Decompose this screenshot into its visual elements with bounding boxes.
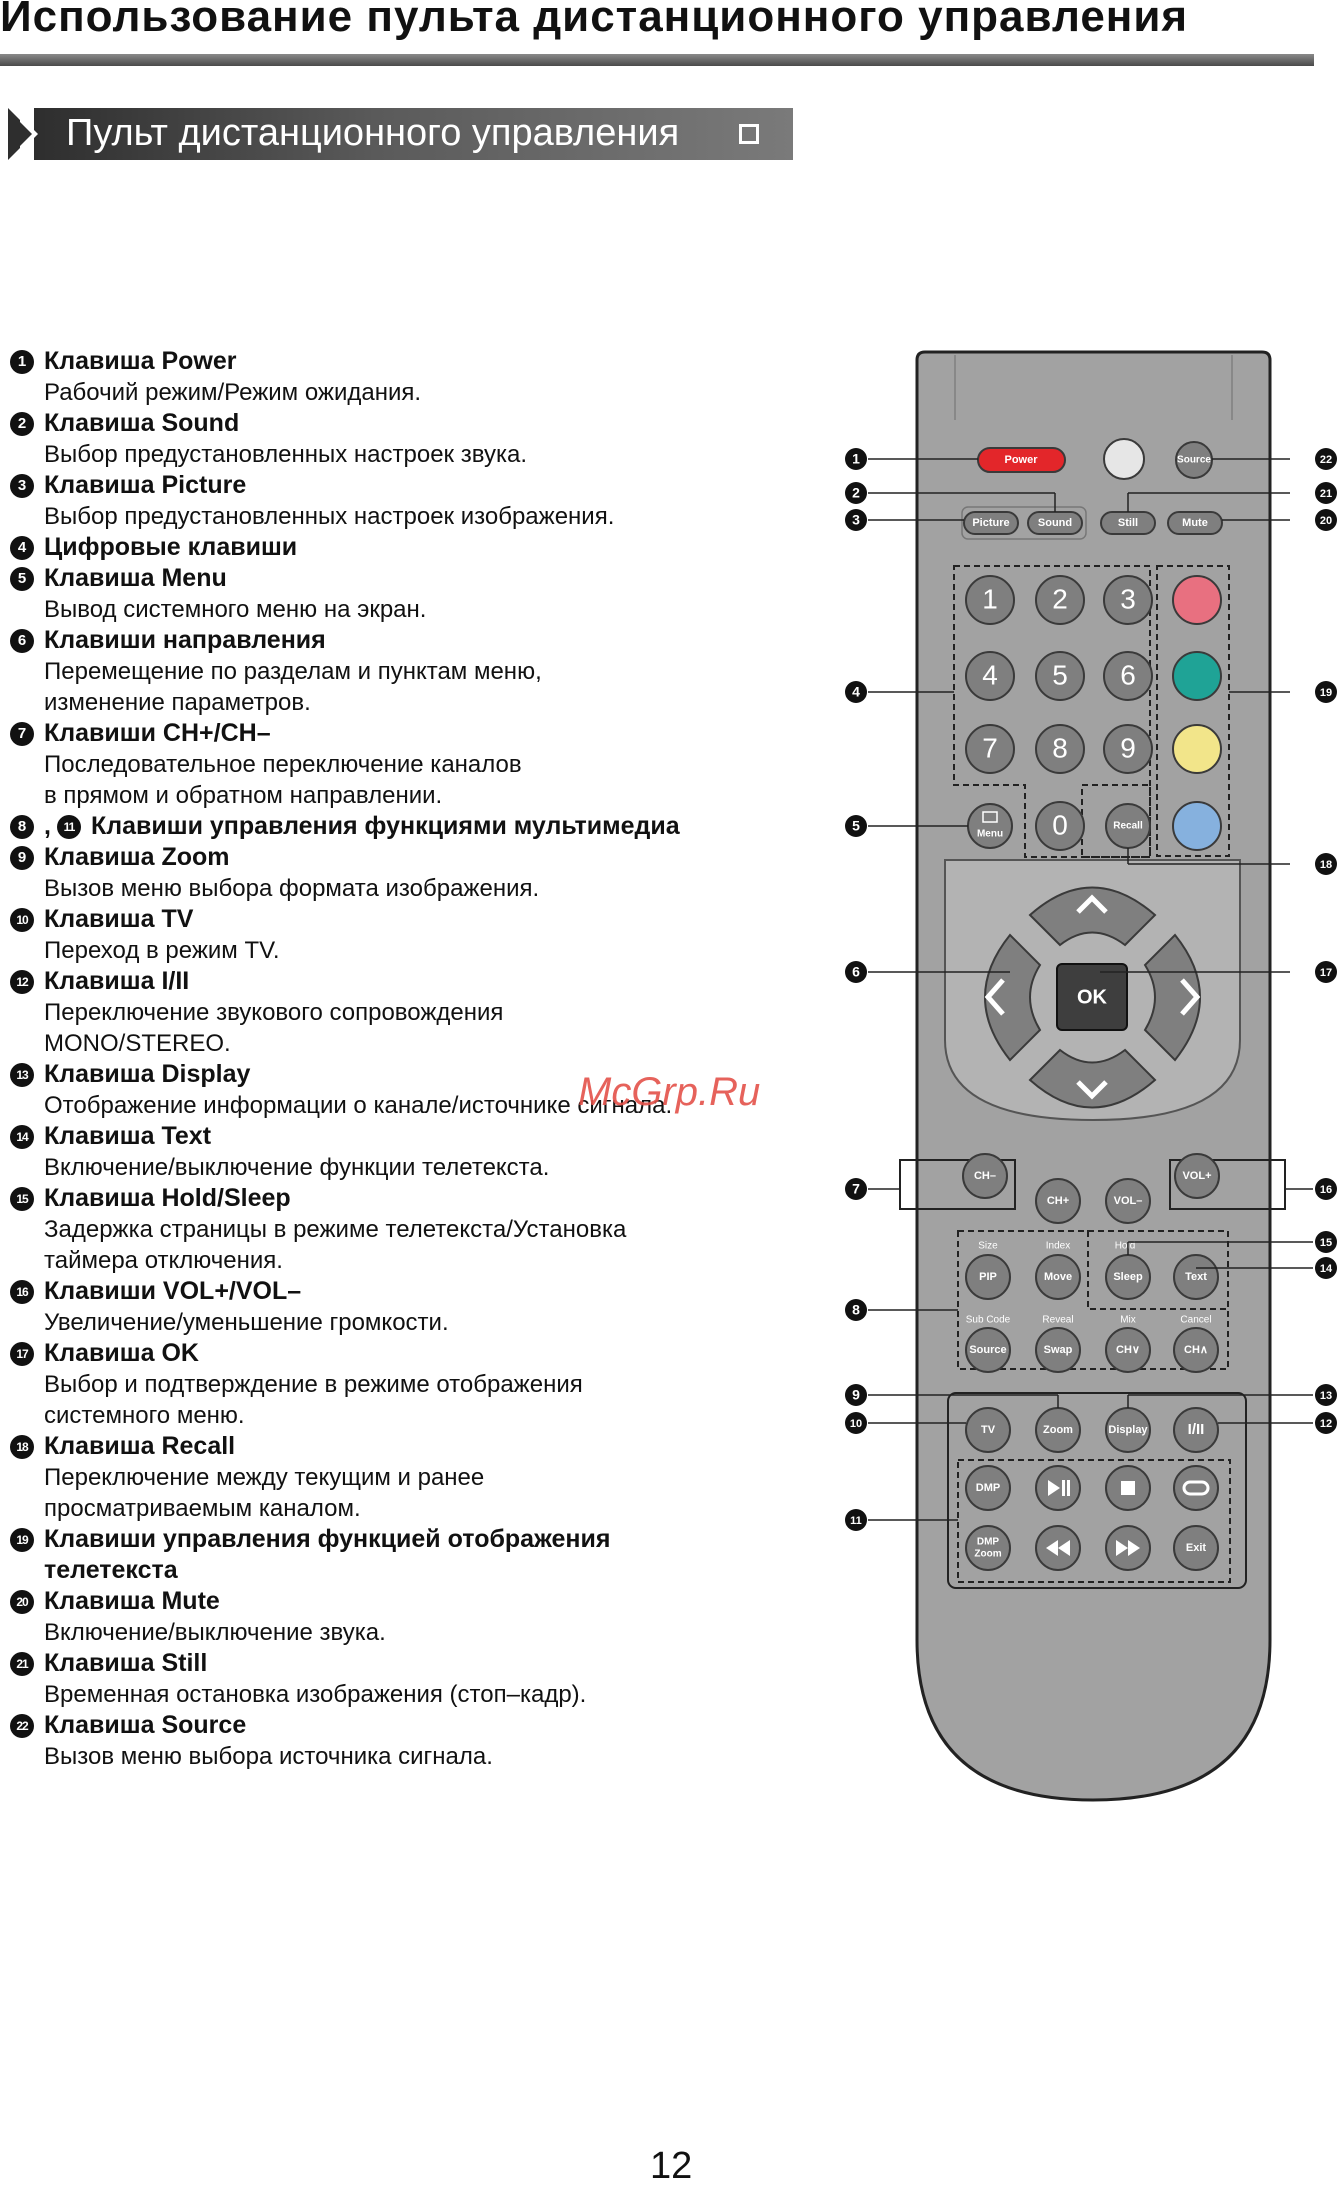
key-title: Клавиши направления	[44, 626, 326, 654]
digit-label: 1	[982, 583, 998, 615]
key-description: Вызов меню выбора источника сигнала.	[44, 1743, 493, 1770]
digit-label: 7	[982, 732, 998, 764]
badge-separator: ,	[44, 812, 51, 840]
mute-label: Mute	[1182, 516, 1208, 529]
key-title: Клавиши управления функцией отображения	[44, 1525, 611, 1553]
key-item	[10, 1431, 830, 1524]
teletext-button-label: Move	[1043, 1270, 1073, 1283]
key-title-row	[10, 470, 830, 501]
callout-number: 16	[1319, 1183, 1333, 1196]
key-title-row	[10, 718, 830, 749]
key-description: Переключение между текущим и ранее	[44, 1464, 485, 1491]
number-badge: 5	[10, 567, 34, 591]
digit-label: 3	[1120, 583, 1136, 615]
callout-number: 9	[852, 1386, 860, 1403]
key-description: Включение/выключение звука.	[44, 1619, 386, 1646]
bottom-row-label: TV	[980, 1423, 996, 1436]
number-badge: 12	[10, 970, 34, 994]
number-badge: 8	[10, 815, 34, 839]
teletext-sublabel: Hold	[1114, 1240, 1136, 1252]
digit-label: 9	[1120, 732, 1136, 764]
callout-number: 22	[1319, 453, 1333, 466]
key-description: Выбор и подтверждение в режиме отображения	[44, 1371, 583, 1398]
bottom-row-label: Display	[1108, 1423, 1148, 1436]
still-label: Still	[1117, 516, 1139, 529]
number-badge: 4	[10, 536, 34, 560]
dmp-zoom-label: DMP	[976, 1536, 1000, 1548]
bottom-row-label: Zoom	[1043, 1423, 1073, 1436]
teletext-button-label: Swap	[1043, 1343, 1073, 1356]
section-banner	[8, 108, 793, 160]
watermark: McGrp.Ru	[578, 1070, 761, 1114]
key-description: Временная остановка изображения (стоп–кадр).	[44, 1681, 587, 1708]
key-description-list	[10, 346, 830, 1772]
key-description: Выбор предустановленных настроек изображения.	[44, 503, 615, 530]
key-title-row	[10, 1338, 830, 1369]
page-number: 12	[650, 2145, 693, 2187]
menu-button	[968, 804, 1012, 848]
key-item	[10, 1586, 830, 1648]
dmp-label: DMP	[975, 1481, 1001, 1494]
key-item	[10, 1524, 830, 1586]
number-badge: 1	[10, 350, 34, 374]
dmp-zoom-label: Zoom	[974, 1548, 1002, 1560]
key-title: Клавиша TV	[44, 905, 194, 933]
callout-number: 12	[1319, 1417, 1333, 1430]
key-title: Клавиша Still	[44, 1649, 208, 1677]
key-title-row	[10, 1431, 830, 1462]
callout-number: 19	[1319, 686, 1333, 699]
key-title: Клавиша Display	[44, 1060, 251, 1088]
callout-number: 17	[1319, 966, 1333, 979]
key-description: Выбор предустановленных настроек звука.	[44, 441, 527, 468]
key-title: Клавиша Hold/Sleep	[44, 1184, 291, 1212]
key-title: Клавиша Picture	[44, 471, 247, 499]
key-title-row	[10, 966, 830, 997]
callout-number: 18	[1319, 858, 1333, 871]
key-description: в прямом и обратном направлении.	[44, 782, 443, 809]
key-item	[10, 1710, 830, 1772]
key-description: Вызов меню выбора формата изображения.	[44, 875, 540, 902]
key-item	[10, 470, 830, 532]
key-description: Переключение звукового сопровождения	[44, 999, 504, 1026]
key-description: Вывод системного меню на экран.	[44, 596, 427, 623]
title-rule	[0, 54, 1314, 66]
key-description: изменение параметров.	[44, 689, 311, 716]
key-title: Клавиша Zoom	[44, 843, 230, 871]
play-pause-icon	[1062, 1480, 1065, 1496]
key-item	[10, 842, 830, 904]
key-title: Клавиша Menu	[44, 564, 227, 592]
ch-minus-label: CH–	[973, 1169, 997, 1182]
menu-label: Menu	[976, 828, 1004, 840]
number-badge: 18	[10, 1435, 34, 1459]
key-description: системного меню.	[44, 1402, 245, 1429]
key-item	[10, 1276, 830, 1338]
digit-label: 8	[1052, 732, 1068, 764]
number-badge: 13	[10, 1063, 34, 1087]
teletext-button-label: Source	[969, 1343, 1007, 1356]
key-title-row	[10, 532, 830, 563]
digit-label: 5	[1052, 659, 1068, 691]
key-title-row	[10, 842, 830, 873]
key-title: Клавиша Power	[44, 347, 237, 375]
key-item	[10, 904, 830, 966]
callout-number: 4	[852, 683, 860, 700]
key-title: Клавиша Source	[44, 1711, 247, 1739]
ch-plus-label: CH+	[1046, 1194, 1070, 1207]
section-title: Пульт дистанционного управления	[66, 112, 680, 154]
key-description: просматриваемым каналом.	[44, 1495, 361, 1522]
key-title-row	[10, 904, 830, 935]
teletext-button-label: Text	[1185, 1270, 1207, 1283]
number-badge: 10	[10, 908, 34, 932]
number-badge: 11	[57, 815, 81, 839]
repeat-button	[1174, 1466, 1218, 1510]
key-title-row	[10, 1524, 830, 1555]
key-item	[10, 563, 830, 625]
key-item	[10, 1338, 830, 1431]
key-title-row	[10, 1121, 830, 1152]
key-title: Клавиши CH+/CH–	[44, 719, 271, 747]
play-pause-icon	[1067, 1480, 1070, 1496]
key-title-row	[10, 1648, 830, 1679]
blank-button	[1104, 439, 1144, 479]
key-item	[10, 1183, 830, 1276]
color-key-2	[1173, 652, 1221, 700]
callout-number: 2	[852, 484, 860, 501]
key-description: MONO/STEREO.	[44, 1030, 231, 1057]
key-title-row	[10, 1183, 830, 1214]
key-title: Клавиша OK	[44, 1339, 199, 1367]
callout-number: 20	[1319, 514, 1333, 527]
teletext-sublabel: Reveal	[1042, 1314, 1074, 1326]
key-item	[10, 346, 830, 408]
digit-label: 4	[982, 659, 998, 691]
callout-number: 10	[849, 1417, 863, 1430]
power-label: Power	[1004, 453, 1038, 466]
page-title: Использование пульта дистанционного управления	[0, 0, 1189, 41]
teletext-sublabel: Cancel	[1180, 1314, 1212, 1326]
digit-label: 2	[1052, 583, 1068, 615]
key-title: Клавиша I/II	[44, 967, 190, 995]
color-key-3	[1173, 725, 1221, 773]
teletext-button-label: CH∧	[1184, 1343, 1208, 1356]
exit-label: Exit	[1185, 1541, 1207, 1554]
square-icon	[739, 124, 759, 144]
key-title: Клавиша Mute	[44, 1587, 220, 1615]
callout-number: 15	[1319, 1236, 1333, 1249]
color-key-1	[1173, 576, 1221, 624]
digit-label: 6	[1120, 659, 1136, 691]
key-item	[10, 1121, 830, 1183]
key-title: Клавиша Recall	[44, 1432, 236, 1460]
teletext-button-label: PIP	[979, 1270, 997, 1283]
key-title-row	[10, 811, 830, 842]
key-title: Цифровые клавиши	[44, 533, 298, 561]
number-badge: 14	[10, 1125, 34, 1149]
callout-number: 13	[1319, 1389, 1333, 1402]
callout-number: 6	[852, 963, 860, 980]
teletext-sublabel: Size	[978, 1240, 998, 1252]
key-item	[10, 811, 830, 842]
key-description: Увеличение/уменьшение громкости.	[44, 1309, 449, 1336]
key-item	[10, 1648, 830, 1710]
remote-control-illustration	[820, 340, 1342, 1820]
key-description: Рабочий режим/Режим ожидания.	[44, 379, 422, 406]
digit-label: 0	[1052, 809, 1068, 841]
key-title: Клавиша Sound	[44, 409, 240, 437]
key-title-row	[10, 1276, 830, 1307]
stop-icon	[1121, 1481, 1135, 1495]
vol-minus-label: VOL–	[1113, 1194, 1143, 1207]
teletext-button-label: CH∨	[1116, 1343, 1140, 1356]
number-badge: 16	[10, 1280, 34, 1304]
key-title-row	[10, 1586, 830, 1617]
number-badge: 15	[10, 1187, 34, 1211]
key-item	[10, 966, 830, 1059]
teletext-sublabel: Mix	[1120, 1314, 1136, 1326]
key-title: Клавиши управления функциями мультимедиа	[90, 812, 680, 840]
source-label: Source	[1177, 454, 1211, 466]
vol-plus-label: VOL+	[1182, 1169, 1212, 1182]
key-title-row	[10, 408, 830, 439]
number-badge: 7	[10, 722, 34, 746]
key-description: Последовательное переключение каналов	[44, 751, 522, 778]
number-badge: 17	[10, 1342, 34, 1366]
teletext-button-label: Sleep	[1113, 1270, 1143, 1283]
teletext-sublabel: Index	[1045, 1240, 1071, 1252]
key-description: Переход в режим TV.	[44, 937, 280, 964]
key-title-continued: телетекста	[44, 1556, 178, 1584]
key-description: Включение/выключение функции телетекста.	[44, 1154, 550, 1181]
number-badge: 3	[10, 474, 34, 498]
key-item	[10, 408, 830, 470]
key-title-row	[10, 346, 830, 377]
number-badge: 21	[10, 1652, 34, 1676]
recall-label: Recall	[1113, 820, 1143, 832]
callout-number: 14	[1319, 1262, 1333, 1275]
number-badge: 2	[10, 412, 34, 436]
callout-number: 7	[852, 1180, 860, 1197]
number-badge: 6	[10, 629, 34, 653]
number-badge: 20	[10, 1590, 34, 1614]
key-description: Задержка страницы в режиме телетекста/Установка	[44, 1216, 627, 1243]
callout-number: 11	[850, 1514, 862, 1527]
teletext-sublabel: Sub Code	[965, 1314, 1011, 1326]
key-description: таймера отключения.	[44, 1247, 283, 1274]
key-description: Отображение информации о канале/источнике сигнала.	[44, 1092, 673, 1119]
key-title-row	[10, 625, 830, 656]
callout-number: 21	[1319, 487, 1333, 500]
callout-number: 1	[852, 450, 860, 467]
key-item	[10, 532, 830, 563]
number-badge: 19	[10, 1528, 34, 1552]
key-description: Перемещение по разделам и пунктам меню,	[44, 658, 542, 685]
key-item	[10, 625, 830, 718]
callout-number: 8	[852, 1301, 860, 1318]
number-badge: 9	[10, 846, 34, 870]
key-item	[10, 718, 830, 811]
key-title-row	[10, 1710, 830, 1741]
bottom-row-label: I/II	[1187, 1420, 1205, 1438]
ok-label: OK	[1077, 986, 1107, 1009]
callout-number: 5	[852, 817, 860, 834]
number-badge: 22	[10, 1714, 34, 1738]
color-key-4	[1173, 802, 1221, 850]
key-title-row	[10, 563, 830, 594]
callout-number: 3	[852, 511, 860, 528]
key-title: Клавиши VOL+/VOL–	[44, 1277, 302, 1305]
picture-label: Picture	[972, 516, 1010, 529]
key-title: Клавиша Text	[44, 1122, 212, 1150]
sound-label: Sound	[1037, 516, 1073, 529]
